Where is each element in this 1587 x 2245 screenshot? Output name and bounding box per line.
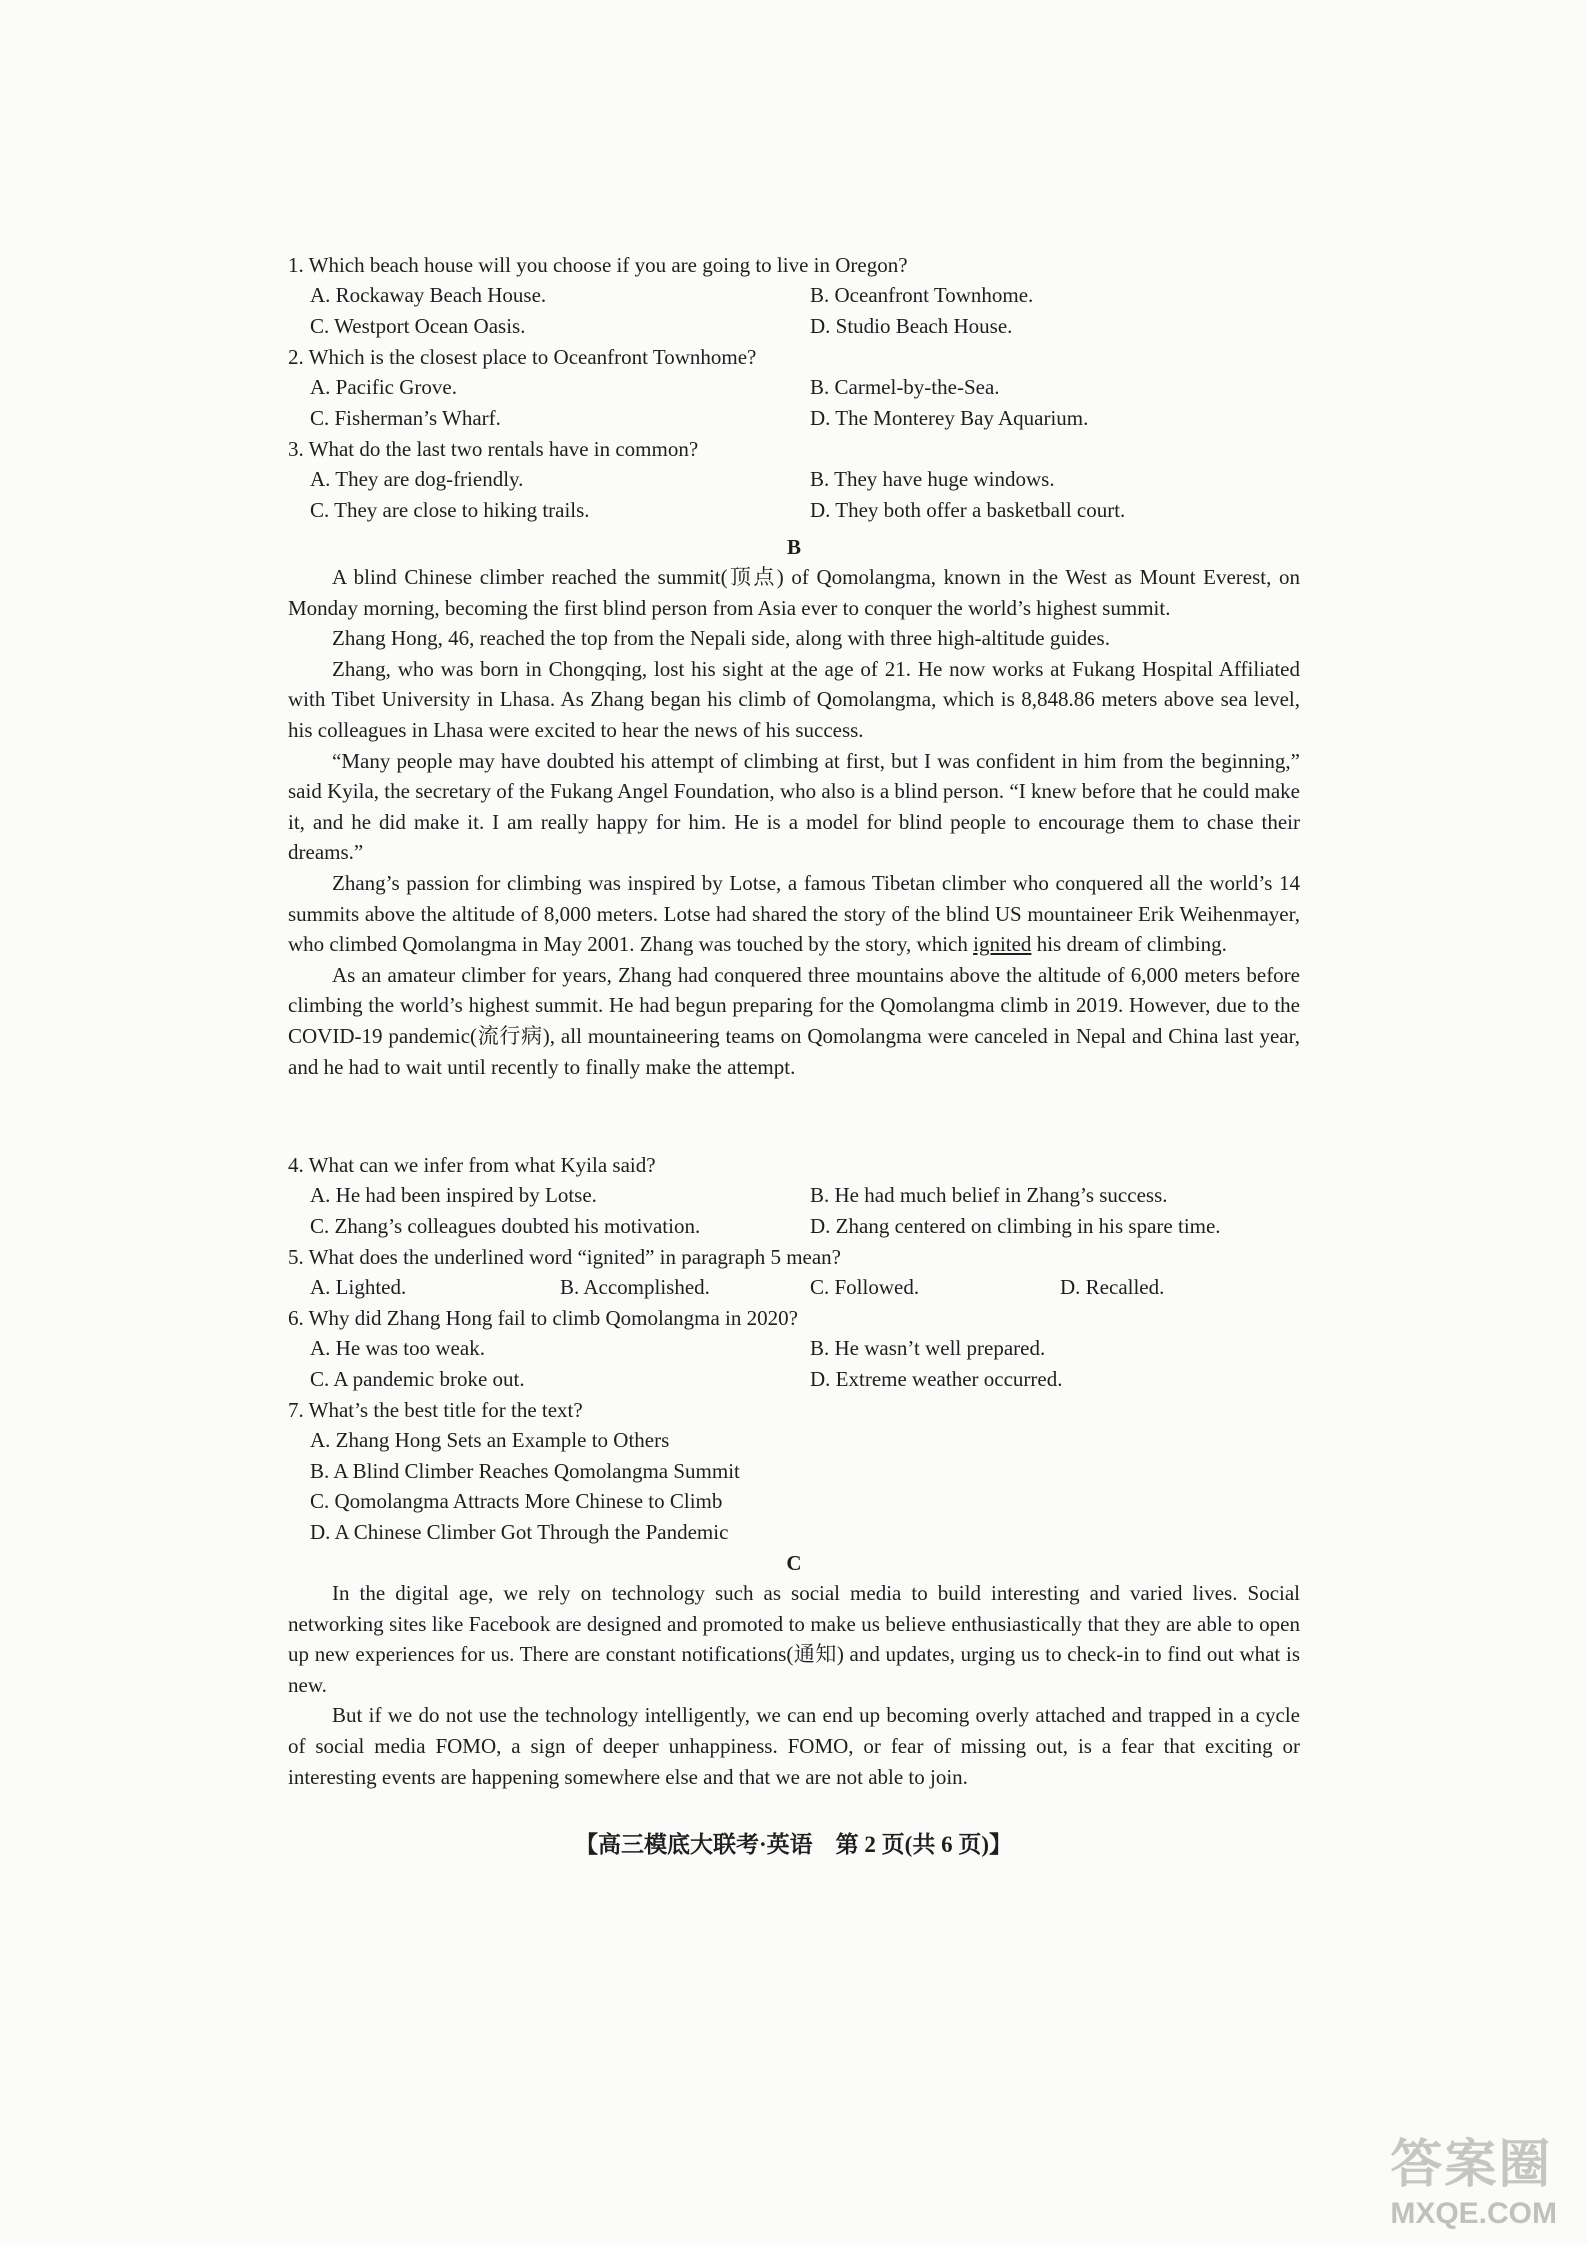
option-c: C. A pandemic broke out. (310, 1367, 525, 1391)
question-7: 7. What’s the best title for the text? (288, 1398, 583, 1422)
question-1-options (288, 280, 1300, 342)
option-a: A. They are dog-friendly. (310, 467, 524, 491)
question-5-options (288, 1272, 1300, 1303)
question-3-options (288, 464, 1300, 526)
question-7-options (288, 1425, 1300, 1547)
option-b: B. He wasn’t well prepared. (810, 1336, 1046, 1360)
option-c: C. Qomolangma Attracts More Chinese to Climb (310, 1489, 723, 1513)
option-b: B. Accomplished. (560, 1275, 710, 1299)
watermark-logo: 答案圈 (1390, 2136, 1553, 2194)
option-c: C. Westport Ocean Oasis. (310, 314, 526, 338)
passage-b-paragraph-1: A blind Chinese climber reached the summit(顶点) of Qomolangma, known in the West as Mount Everest, on Monday morning, becoming the first blind person from Asia ever to conquer the world’s highest summit. (288, 565, 1300, 620)
questions-4-7 (288, 1150, 1300, 1547)
passage-b-paragraph-6: As an amateur climber for years, Zhang had conquered three mountains above the altitude of 6,000 meters before climbing the world’s highest summit. He had begun preparing for the Qomolangma climb in 2019. However, due to the COVID-19 pandemic(流行病), all mountaineering teams on Qomolangma were canceled in Nepal and China last year, and he had to wait until recently to finally make the attempt. (288, 962, 1300, 1079)
underlined-word: ignited (973, 932, 1032, 957)
option-c: C. Zhang’s colleagues doubted his motivation. (310, 1214, 701, 1238)
passage-b-paragraph-3: Zhang, who was born in Chongqing, lost his sight at the age of 21. He now works at Fukang Hospital Affiliated with Tibet University in Lhasa. As Zhang began his climb of Qomolangma, which is 8,848.86 meters above sea level, his colleagues in Lhasa were excited to hear the news of his success. (288, 656, 1300, 742)
passage-c-paragraph-2: But if we do not use the technology intelligently, we can end up becoming overly attached and trapped in a cycle of social media FOMO, a sign of deeper unhappiness. FOMO, or fear of missing out, is a fear that exciting or interesting events are happening somewhere else and that we are not able to join. (288, 1703, 1300, 1789)
questions-1-3 (288, 250, 1300, 526)
option-d: D. They both offer a basketball court. (810, 498, 1126, 522)
option-a: A. Lighted. (310, 1275, 407, 1299)
option-d: D. Zhang centered on climbing in his spare time. (810, 1214, 1221, 1238)
section-c (288, 1548, 1300, 1792)
paragraph-5-text-start: Zhang’s passion for climbing was inspired by Lotse, a famous Tibetan climber who conquered all the world’s 14 summits above the altitude of 8,000 meters. Lotse had shared the story of the blind US mountaineer Erik Weihenmayer, who climbed Qomolangma in May 2001. Zhang was touched by the story, which (288, 870, 1300, 957)
option-d: D. The Monterey Bay Aquarium. (810, 406, 1089, 430)
question-4: 4. What can we infer from what Kyila said? (288, 1153, 656, 1177)
option-d: D. Recalled. (1060, 1275, 1165, 1299)
option-b: B. They have huge windows. (810, 467, 1055, 491)
option-d: D. Extreme weather occurred. (810, 1367, 1063, 1391)
watermark-url: MXQE.COM (1390, 2197, 1557, 2230)
question-6-options (288, 1333, 1300, 1395)
option-a: A. Rockaway Beach House. (310, 283, 547, 307)
option-a: A. He was too weak. (310, 1336, 485, 1360)
section-b-label: B (786, 535, 801, 559)
option-b: B. Oceanfront Townhome. (810, 283, 1034, 307)
option-d: D. A Chinese Climber Got Through the Pandemic (310, 1519, 729, 1544)
section-b (288, 532, 1300, 1082)
question-4-options (288, 1180, 1300, 1242)
question-3: 3. What do the last two rentals have in common? (288, 437, 699, 461)
question-6: 6. Why did Zhang Hong fail to climb Qomolangma in 2020? (288, 1306, 798, 1330)
option-a: A. Zhang Hong Sets an Example to Others (310, 1428, 670, 1452)
option-a: A. Pacific Grove. (310, 375, 457, 399)
passage-b-paragraph-5 (288, 868, 1300, 960)
question-1: 1. Which beach house will you choose if you are going to live in Oregon? (288, 253, 908, 277)
question-2: 2. Which is the closest place to Oceanfront Townhome? (288, 345, 757, 369)
section-c-label: C (786, 1551, 802, 1575)
question-2-options (288, 372, 1300, 434)
option-c: C. Fisherman’s Wharf. (310, 406, 501, 430)
option-b: B. He had much belief in Zhang’s success. (810, 1183, 1168, 1207)
option-c: C. Followed. (810, 1275, 920, 1299)
question-5: 5. What does the underlined word “ignited” in paragraph 5 mean? (288, 1245, 842, 1269)
option-d: D. Studio Beach House. (810, 314, 1013, 338)
page-footer: 【高三模底大联考·英语 第 2 页(共 6 页)】 (575, 1832, 1012, 1857)
option-b: B. A Blind Climber Reaches Qomolangma Summit (310, 1458, 740, 1483)
passage-c-paragraph-1: In the digital age, we rely on technology such as social media to build interesting and varied lives. Social networking sites like Facebook are designed and promoted to make us believe enthusiastically that they are able to open up new experiences for us. There are constant notifications(通知) and updates, urging us to check-in to find out what is new. (288, 1581, 1300, 1697)
option-a: A. He had been inspired by Lotse. (310, 1183, 597, 1207)
watermark (1390, 2122, 1557, 2231)
paragraph-5-text-end: his dream of climbing. (1031, 932, 1227, 957)
passage-b-paragraph-2: Zhang Hong, 46, reached the top from the Nepali side, along with three high-altitude guides. (332, 626, 1110, 651)
option-b: B. Carmel-by-the-Sea. (810, 375, 1000, 399)
option-c: C. They are close to hiking trails. (310, 498, 590, 522)
passage-b-paragraph-4: “Many people may have doubted his attempt of climbing at first, but I was confident in him from the beginning,” said Kyila, the secretary of the Fukang Angel Foundation, who also is a blind person. “I knew before that he could make it, and he did make it. I am really happy for him. He is a model for blind people to encourage them to chase their dreams.” (288, 748, 1300, 865)
